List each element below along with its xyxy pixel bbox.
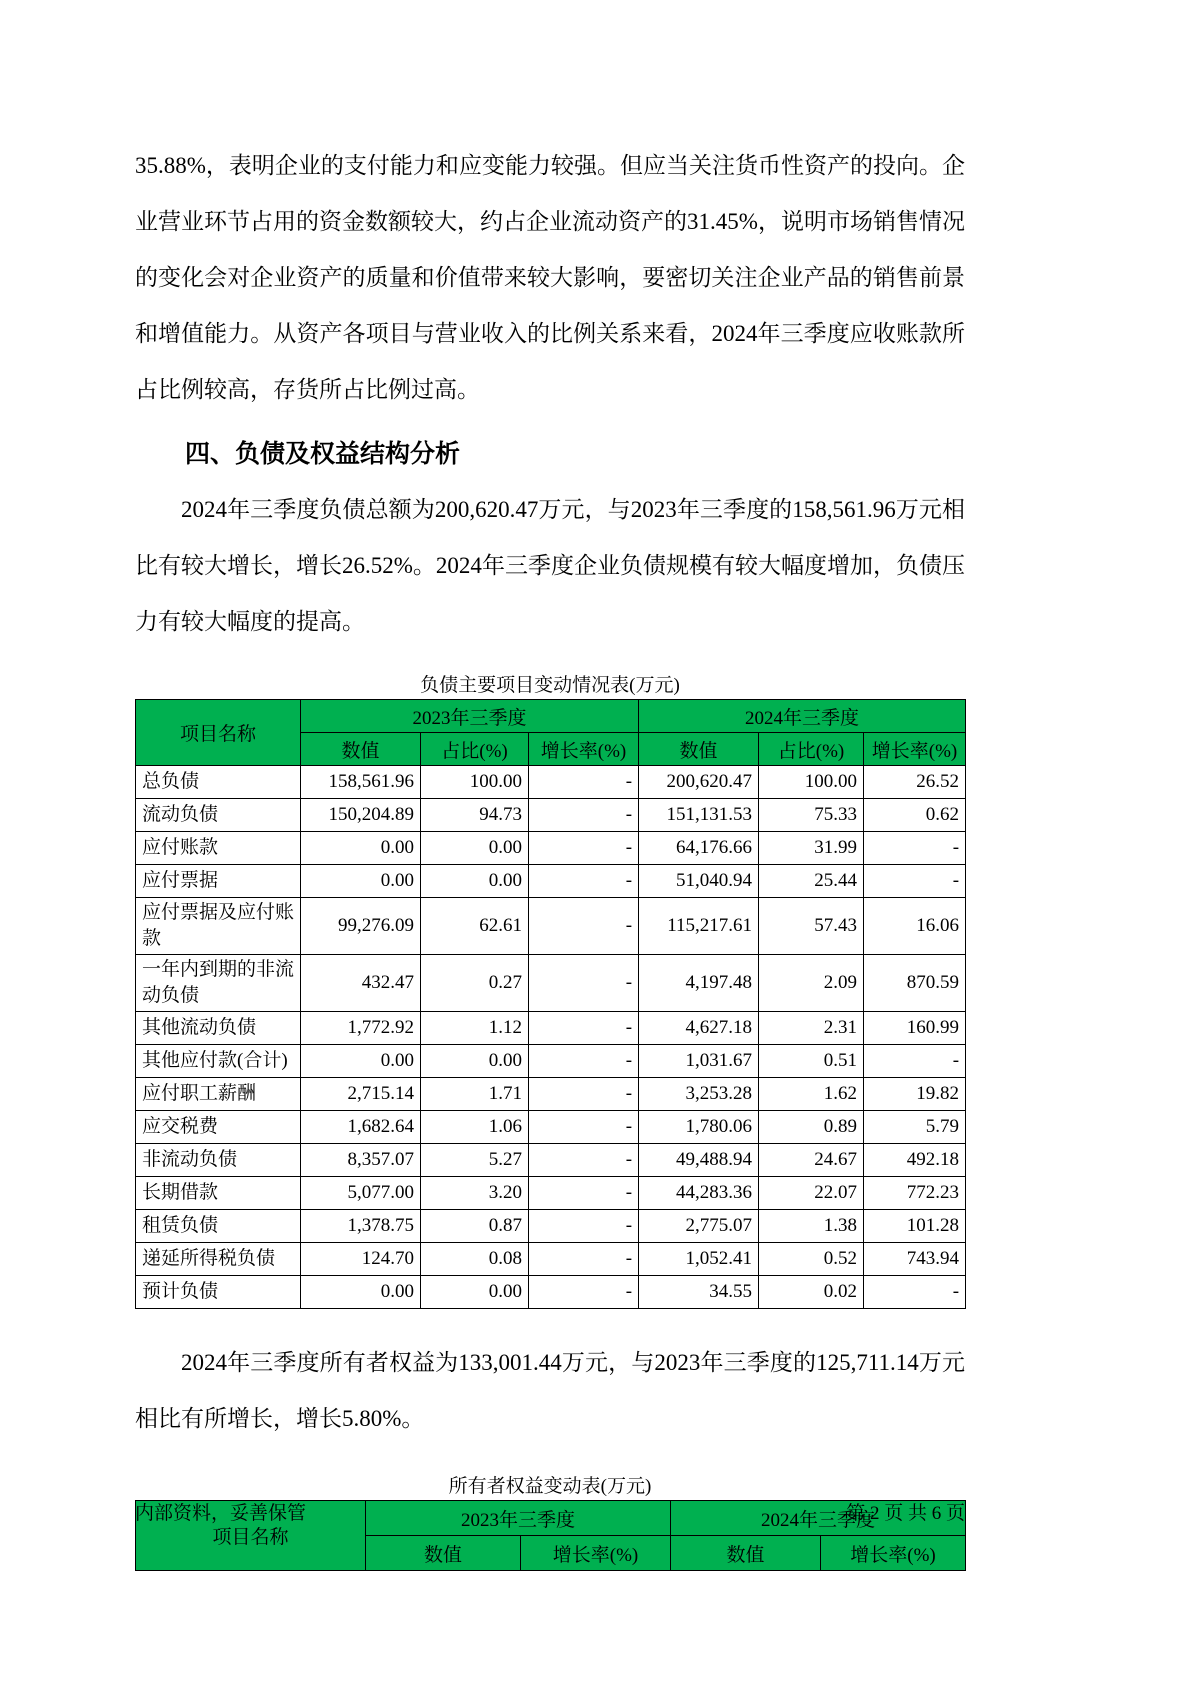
row-share-2024: 1.38	[759, 1210, 864, 1243]
header-group-2024: 2024年三季度	[639, 700, 966, 733]
row-item-name: 预计负债	[136, 1276, 301, 1309]
row-share-2023: 0.00	[421, 1276, 529, 1309]
row-growth-2024: 19.82	[864, 1078, 966, 1111]
row-share-2023: 0.27	[421, 955, 529, 1012]
row-share-2023: 1.12	[421, 1012, 529, 1045]
row-growth-2023: -	[529, 1276, 639, 1309]
row-growth-2024: 101.28	[864, 1210, 966, 1243]
header-growth-2023: 增长率(%)	[529, 733, 639, 766]
row-share-2023: 62.61	[421, 898, 529, 955]
row-item-name: 一年内到期的非流动负债	[136, 955, 301, 1012]
table-row	[136, 955, 966, 1012]
liability-table-header	[136, 700, 966, 766]
row-value-2023: 124.70	[301, 1243, 421, 1276]
row-item-name: 总负债	[136, 766, 301, 799]
liability-paragraph: 2024年三季度负债总额为200,620.47万元，与2023年三季度的158,561.96万元相比有较大增长，增长26.52%。2024年三季度企业负债规模有较大幅度增加，负债压力有较大幅度的提高。	[135, 497, 965, 634]
row-item-name: 其他应付款(合计)	[136, 1045, 301, 1078]
row-growth-2023: -	[529, 799, 639, 832]
row-growth-2024: 492.18	[864, 1144, 966, 1177]
row-value-2023: 0.00	[301, 1276, 421, 1309]
row-share-2024: 31.99	[759, 832, 864, 865]
table-row	[136, 1177, 966, 1210]
row-share-2023: 0.08	[421, 1243, 529, 1276]
row-growth-2024: -	[864, 865, 966, 898]
row-growth-2023: -	[529, 1012, 639, 1045]
liability-table-body	[136, 766, 966, 1309]
row-value-2023: 1,378.75	[301, 1210, 421, 1243]
header-growth-2024: 增长率(%)	[821, 1536, 966, 1571]
table-row	[136, 832, 966, 865]
row-growth-2024: 0.62	[864, 799, 966, 832]
row-share-2023: 0.00	[421, 865, 529, 898]
row-share-2024: 0.02	[759, 1276, 864, 1309]
row-value-2024: 4,197.48	[639, 955, 759, 1012]
row-growth-2023: -	[529, 1210, 639, 1243]
header-share-2023: 占比(%)	[421, 733, 529, 766]
table-row	[136, 1111, 966, 1144]
row-share-2023: 1.06	[421, 1111, 529, 1144]
row-value-2024: 1,031.67	[639, 1045, 759, 1078]
row-share-2023: 94.73	[421, 799, 529, 832]
header-group-row	[136, 700, 966, 733]
row-share-2024: 0.89	[759, 1111, 864, 1144]
row-item-name: 递延所得税负债	[136, 1243, 301, 1276]
row-growth-2023: -	[529, 1078, 639, 1111]
header-growth-2023: 增长率(%)	[521, 1536, 671, 1571]
row-growth-2024: 772.23	[864, 1177, 966, 1210]
header-share-2024: 占比(%)	[759, 733, 864, 766]
row-share-2024: 24.67	[759, 1144, 864, 1177]
row-value-2023: 158,561.96	[301, 766, 421, 799]
row-item-name: 其他流动负债	[136, 1012, 301, 1045]
header-group-2024: 2024年三季度	[671, 1501, 966, 1536]
row-growth-2024: 16.06	[864, 898, 966, 955]
row-growth-2023: -	[529, 865, 639, 898]
row-share-2024: 22.07	[759, 1177, 864, 1210]
table-row	[136, 799, 966, 832]
intro-paragraph: 35.88%，表明企业的支付能力和应变能力较强。但应当关注货币性资产的投向。企业营业环节占用的资金数额较大，约占企业流动资产的31.45%，说明市场销售情况的变化会对企业资产的质量和价值带来较大影响，要密切关注企业产品的销售前景和增值能力。从资产各项目与营业收入的比例关系来看，2024年三季度应收账款所占比例较高，存货所占比例过高。	[135, 153, 965, 402]
page-content	[135, 138, 965, 1571]
row-share-2023: 3.20	[421, 1177, 529, 1210]
equity-paragraph: 2024年三季度所有者权益为133,001.44万元，与2023年三季度的125,711.14万元相比有所增长，增长5.80%。	[135, 1350, 965, 1431]
table-row	[136, 1045, 966, 1078]
row-item-name: 流动负债	[136, 799, 301, 832]
row-share-2023: 0.00	[421, 1045, 529, 1078]
table-row	[136, 1012, 966, 1045]
header-group-2023: 2023年三季度	[366, 1501, 671, 1536]
header-value-2024: 数值	[671, 1536, 821, 1571]
row-share-2024: 2.31	[759, 1012, 864, 1045]
row-growth-2023: -	[529, 1177, 639, 1210]
row-growth-2024: 870.59	[864, 955, 966, 1012]
liability-table-caption: 负债主要项目变动情况表(万元)	[420, 675, 680, 696]
row-value-2024: 151,131.53	[639, 799, 759, 832]
row-item-name: 长期借款	[136, 1177, 301, 1210]
row-value-2024: 1,780.06	[639, 1111, 759, 1144]
row-growth-2024: 5.79	[864, 1111, 966, 1144]
row-share-2023: 5.27	[421, 1144, 529, 1177]
equity-table-caption: 所有者权益变动表(万元)	[448, 1476, 652, 1497]
row-share-2024: 0.51	[759, 1045, 864, 1078]
row-value-2023: 432.47	[301, 955, 421, 1012]
row-share-2023: 0.00	[421, 832, 529, 865]
row-share-2024: 25.44	[759, 865, 864, 898]
row-growth-2023: -	[529, 1144, 639, 1177]
row-value-2023: 1,682.64	[301, 1111, 421, 1144]
row-growth-2023: -	[529, 832, 639, 865]
row-growth-2024: -	[864, 1045, 966, 1078]
row-value-2024: 4,627.18	[639, 1012, 759, 1045]
row-growth-2024: 743.94	[864, 1243, 966, 1276]
row-growth-2024: 160.99	[864, 1012, 966, 1045]
row-share-2024: 0.52	[759, 1243, 864, 1276]
row-value-2023: 99,276.09	[301, 898, 421, 955]
row-value-2024: 2,775.07	[639, 1210, 759, 1243]
row-item-name: 应付票据及应付账款	[136, 898, 301, 955]
table-row	[136, 1078, 966, 1111]
row-value-2024: 1,052.41	[639, 1243, 759, 1276]
row-value-2024: 64,176.66	[639, 832, 759, 865]
table-row	[136, 766, 966, 799]
row-value-2023: 0.00	[301, 1045, 421, 1078]
row-value-2023: 150,204.89	[301, 799, 421, 832]
header-item-name: 项目名称	[136, 1501, 366, 1571]
row-growth-2024: -	[864, 1276, 966, 1309]
row-growth-2024: -	[864, 832, 966, 865]
row-value-2023: 0.00	[301, 832, 421, 865]
header-value-2023: 数值	[301, 733, 421, 766]
header-group-2023: 2023年三季度	[301, 700, 639, 733]
row-share-2023: 0.87	[421, 1210, 529, 1243]
row-item-name: 租赁负债	[136, 1210, 301, 1243]
table-row	[136, 898, 966, 955]
header-growth-2024: 增长率(%)	[864, 733, 966, 766]
row-share-2024: 1.62	[759, 1078, 864, 1111]
row-value-2023: 0.00	[301, 865, 421, 898]
row-share-2024: 100.00	[759, 766, 864, 799]
row-value-2024: 115,217.61	[639, 898, 759, 955]
footer-page-number: 第 2 页 共 6 页	[846, 1503, 965, 1524]
row-share-2024: 2.09	[759, 955, 864, 1012]
row-growth-2023: -	[529, 1045, 639, 1078]
header-value-2024: 数值	[639, 733, 759, 766]
row-item-name: 应交税费	[136, 1111, 301, 1144]
header-value-2023: 数值	[366, 1536, 521, 1571]
row-share-2023: 1.71	[421, 1078, 529, 1111]
row-share-2024: 75.33	[759, 799, 864, 832]
table-row	[136, 1144, 966, 1177]
row-growth-2023: -	[529, 1243, 639, 1276]
row-item-name: 应付职工薪酬	[136, 1078, 301, 1111]
row-share-2024: 57.43	[759, 898, 864, 955]
header-item-name: 项目名称	[136, 700, 301, 766]
row-growth-2024: 26.52	[864, 766, 966, 799]
row-value-2024: 44,283.36	[639, 1177, 759, 1210]
table-row	[136, 1210, 966, 1243]
row-value-2024: 49,488.94	[639, 1144, 759, 1177]
row-value-2024: 3,253.28	[639, 1078, 759, 1111]
liability-table	[135, 699, 966, 1309]
section-heading: 四、负债及权益结构分析	[185, 440, 461, 468]
row-growth-2023: -	[529, 955, 639, 1012]
page-footer	[135, 1498, 965, 1525]
row-share-2023: 100.00	[421, 766, 529, 799]
row-value-2024: 200,620.47	[639, 766, 759, 799]
row-value-2023: 2,715.14	[301, 1078, 421, 1111]
row-item-name: 非流动负债	[136, 1144, 301, 1177]
row-item-name: 应付票据	[136, 865, 301, 898]
row-value-2023: 1,772.92	[301, 1012, 421, 1045]
row-item-name: 应付账款	[136, 832, 301, 865]
table-row	[136, 865, 966, 898]
row-value-2024: 51,040.94	[639, 865, 759, 898]
row-value-2023: 5,077.00	[301, 1177, 421, 1210]
table-row	[136, 1276, 966, 1309]
row-growth-2023: -	[529, 1111, 639, 1144]
table-row	[136, 1243, 966, 1276]
row-value-2023: 8,357.07	[301, 1144, 421, 1177]
row-value-2024: 34.55	[639, 1276, 759, 1309]
footer-confidential-note: 内部资料，妥善保管	[135, 1503, 307, 1524]
row-growth-2023: -	[529, 766, 639, 799]
row-growth-2023: -	[529, 898, 639, 955]
